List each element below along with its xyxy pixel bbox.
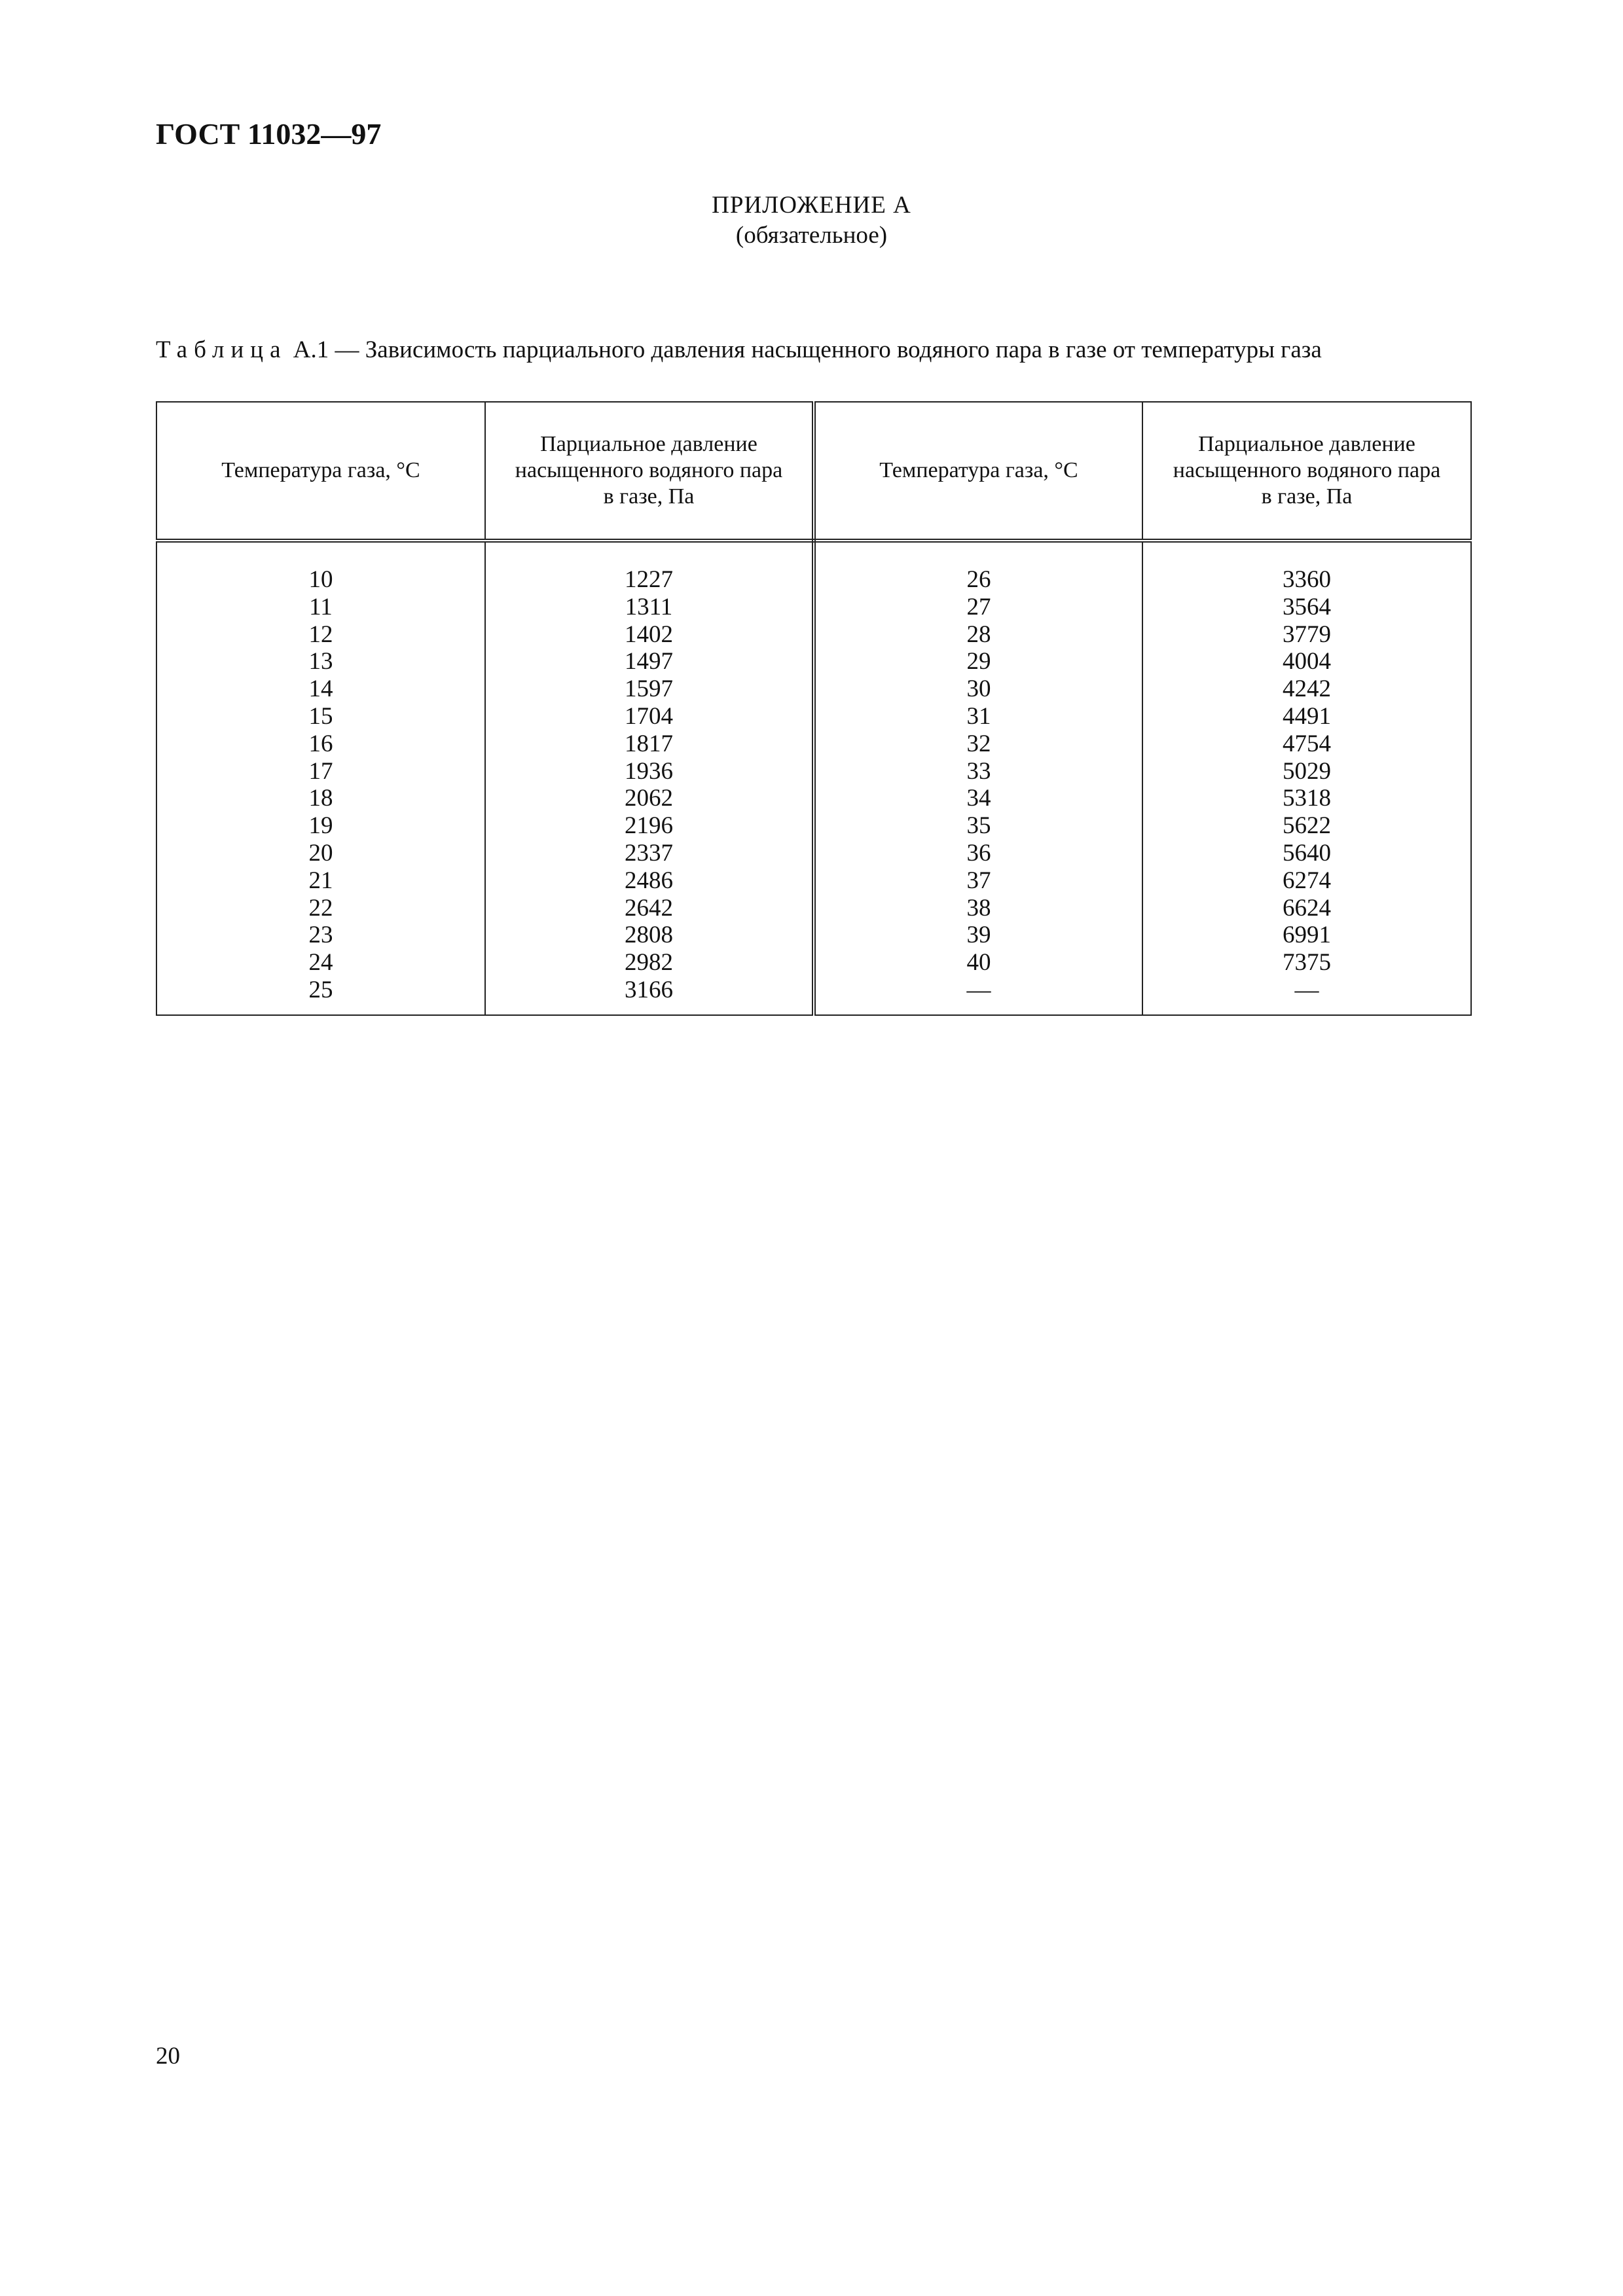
table-caption-text: — Зависимость парциального давления насыщенного водяного пара в газе от температуры газа <box>335 336 1322 363</box>
table-cell-value: 29 <box>966 648 991 675</box>
table-cell-value: 20 <box>308 839 333 867</box>
table-cell-value: 19 <box>308 812 333 840</box>
table-cell-value: 27 <box>966 593 991 620</box>
table-cell-value: 6624 <box>1283 894 1331 922</box>
header-line: Парциальное давление <box>540 432 757 456</box>
table-caption-label: Таблица <box>156 336 287 363</box>
header-line: Температура газа, °С <box>879 458 1078 482</box>
table-cell-value: 1597 <box>625 675 673 703</box>
table-cell-value: 18 <box>308 785 333 812</box>
table-cell-value: 34 <box>966 785 991 812</box>
table-cell-value: 3564 <box>1283 593 1331 620</box>
table-cell-value: 5622 <box>1283 812 1331 840</box>
table-cell-value: 1402 <box>625 620 673 648</box>
table-caption <box>156 338 1322 362</box>
table-cell-value: 3166 <box>625 976 673 1003</box>
table-cell-value: 11 <box>309 593 333 620</box>
table-cell-value: 6991 <box>1283 922 1331 949</box>
page-number: 20 <box>156 2043 180 2070</box>
table-cell-value: 21 <box>308 867 333 894</box>
header-pressure-2 <box>1142 402 1471 541</box>
column-pressure-2 <box>1142 541 1471 1015</box>
table-header-row <box>156 402 1471 541</box>
table-cell-value: 1497 <box>625 648 673 675</box>
table-cell-value: 38 <box>966 894 991 922</box>
table-cell-value: 4754 <box>1283 730 1331 757</box>
column-temperature-1 <box>156 541 485 1015</box>
table-cell-value: 2486 <box>625 867 673 894</box>
table-cell-value: 36 <box>966 839 991 867</box>
table-cell-value: 16 <box>308 730 333 757</box>
document-code: ГОСТ 11032—97 <box>156 117 382 151</box>
header-line: насыщенного водяного пара <box>1173 458 1441 482</box>
table-cell-value: 2196 <box>625 812 673 840</box>
table-cell-value: 5318 <box>1283 785 1331 812</box>
table-cell-value: 28 <box>966 620 991 648</box>
table-cell-value: 13 <box>308 648 333 675</box>
header-temperature-1 <box>156 402 485 541</box>
table-cell-value: 37 <box>966 867 991 894</box>
table-cell-value: 39 <box>966 922 991 949</box>
table-cell-value: 3360 <box>1283 566 1331 593</box>
column-pressure-1 <box>485 541 814 1015</box>
table-cell-value: 6274 <box>1283 867 1331 894</box>
table-cell-value: 1704 <box>625 702 673 730</box>
table-cell-value: 30 <box>966 675 991 703</box>
table-cell-value: 2337 <box>625 839 673 867</box>
table-cell-value: 25 <box>308 976 333 1003</box>
table-cell-value: 4004 <box>1283 648 1331 675</box>
annex-status: (обязательное) <box>735 222 888 249</box>
table-cell-value: 2808 <box>625 922 673 949</box>
header-line: в газе, Па <box>603 484 695 509</box>
table-cell-value: 1311 <box>625 593 673 620</box>
header-temperature-2 <box>814 402 1142 541</box>
table-cell-value: 12 <box>308 620 333 648</box>
table-cell-value: 1936 <box>625 757 673 785</box>
table-cell-value: 4491 <box>1283 702 1331 730</box>
table-cell-value: 1227 <box>625 566 673 593</box>
table-cell-value: 7375 <box>1283 949 1331 977</box>
table-cell-value: 23 <box>308 922 333 949</box>
header-line: насыщенного водяного пара <box>515 458 783 482</box>
table-cell-value: 24 <box>308 949 333 977</box>
table-cell-value: — <box>1294 976 1319 1003</box>
pressure-table <box>156 401 1472 1016</box>
header-line: Температура газа, °С <box>221 458 420 482</box>
annex-heading <box>0 190 1623 250</box>
annex-title: ПРИЛОЖЕНИЕ А <box>712 192 911 219</box>
table-cell-value: — <box>966 976 991 1003</box>
table-body-row <box>156 541 1471 1015</box>
table-cell-value: 2642 <box>625 894 673 922</box>
table-caption-number: А.1 <box>293 336 329 363</box>
table-cell-value: 22 <box>308 894 333 922</box>
column-temperature-2 <box>814 541 1142 1015</box>
table-cell-value: 3779 <box>1283 620 1331 648</box>
table-cell-value: 35 <box>966 812 991 840</box>
table-cell-value: 4242 <box>1283 675 1331 703</box>
table-cell-value: 5029 <box>1283 757 1331 785</box>
table-cell-value: 15 <box>308 702 333 730</box>
table-cell-value: 2062 <box>625 785 673 812</box>
table-cell-value: 40 <box>966 949 991 977</box>
table-cell-value: 2982 <box>625 949 673 977</box>
table-cell-value: 32 <box>966 730 991 757</box>
table-cell-value: 17 <box>308 757 333 785</box>
table-cell-value: 26 <box>966 566 991 593</box>
header-line: Парциальное давление <box>1198 432 1415 456</box>
table-cell-value: 10 <box>308 566 333 593</box>
table-cell-value: 14 <box>308 675 333 703</box>
table-cell-value: 33 <box>966 757 991 785</box>
header-pressure-1 <box>485 402 814 541</box>
table-cell-value: 1817 <box>625 730 673 757</box>
table-cell-value: 31 <box>966 702 991 730</box>
header-line: в газе, Па <box>1261 484 1353 509</box>
table-cell-value: 5640 <box>1283 839 1331 867</box>
